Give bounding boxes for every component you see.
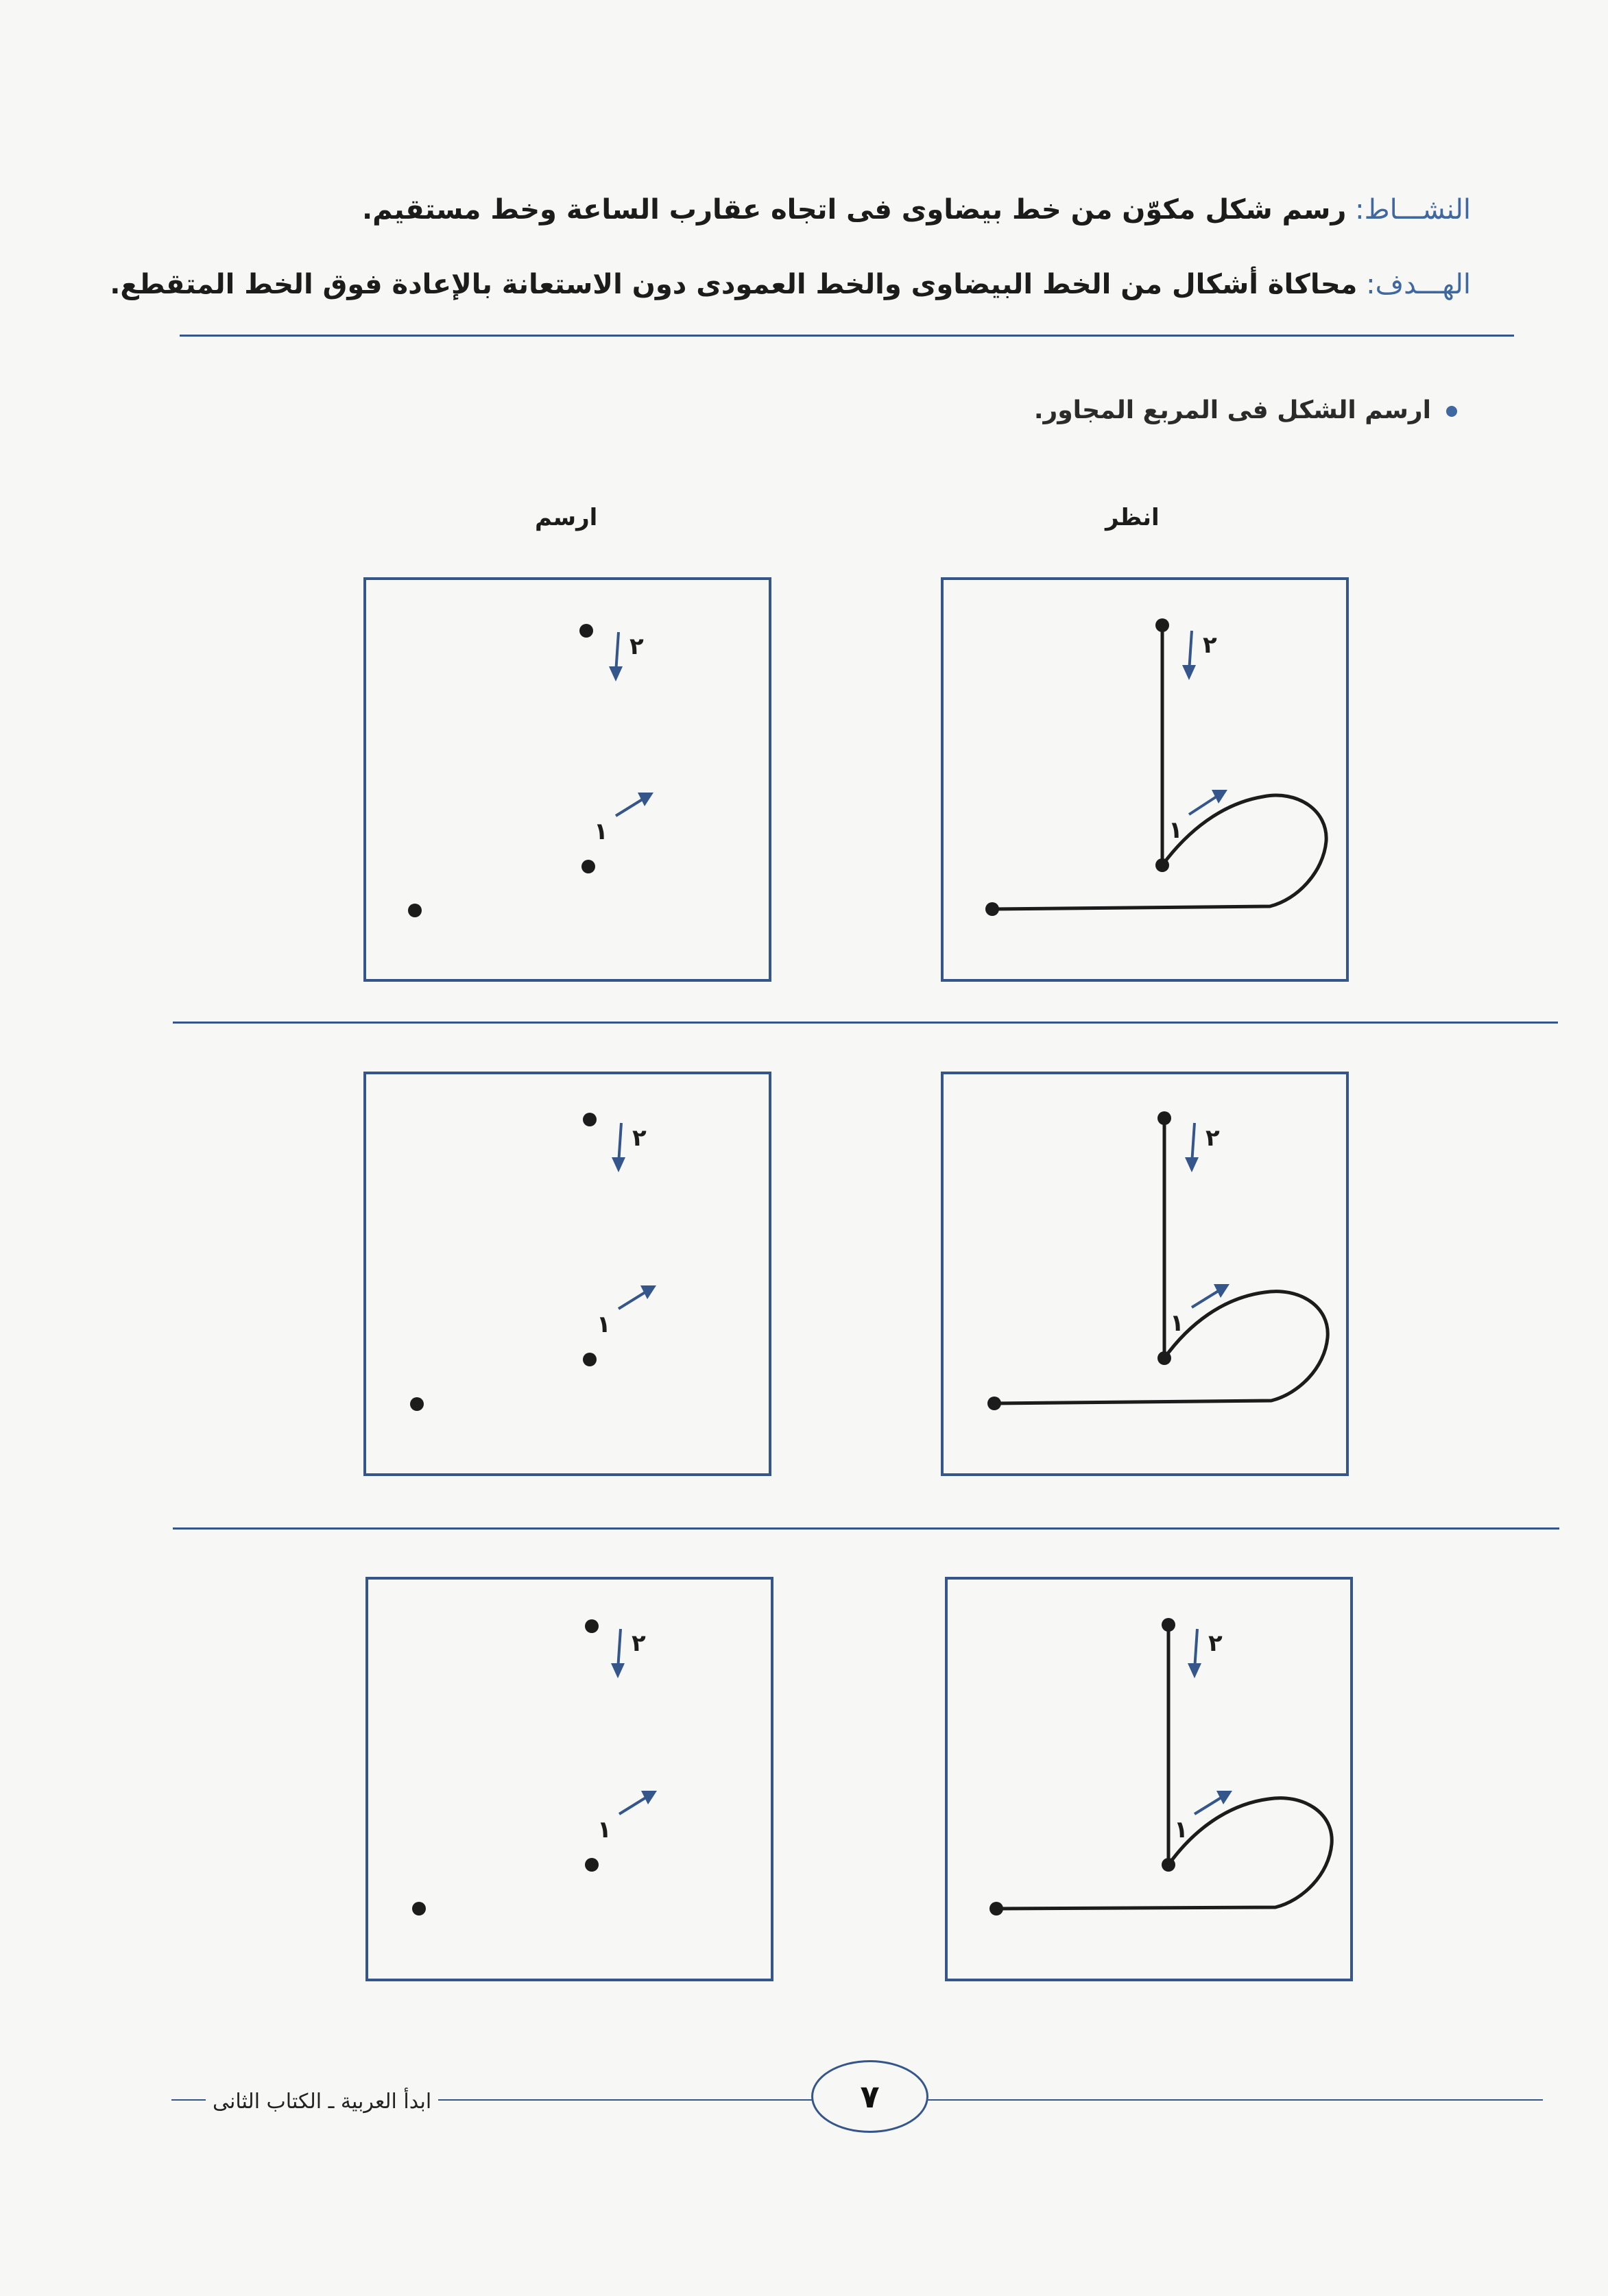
arrow-up-right-icon — [616, 793, 653, 816]
activity-label: النشـــاط: — [1355, 194, 1471, 226]
stroke-number-1: ١ — [594, 818, 608, 845]
stroke-number-2: ٢ — [629, 633, 644, 660]
box-border — [365, 1073, 770, 1475]
example-box-3 — [945, 1577, 1353, 1981]
start-dot-1 — [583, 1353, 597, 1366]
arrow-up-right-icon — [619, 1285, 656, 1309]
page-number: ٧ — [811, 2060, 928, 2133]
start-dot-2 — [585, 1619, 599, 1633]
activity-text: رسم شكل مكوّن من خط بيضاوى فى اتجاه عقارب الساعة وخط مستقيم. — [361, 194, 1347, 226]
stroke-number-1: ١ — [597, 1311, 611, 1338]
start-dot-1 — [581, 860, 595, 873]
end-dot — [989, 1902, 1003, 1916]
stroke-number-2: ٢ — [1208, 1630, 1223, 1657]
end-dot — [985, 902, 999, 916]
arrow-down-icon — [612, 1123, 625, 1172]
start-dot-2 — [579, 624, 593, 638]
box-border — [946, 1578, 1352, 1980]
stroke-number-2: ٢ — [1205, 1124, 1220, 1152]
arrow-up-right-icon — [619, 1791, 657, 1814]
instruction-text: ارسم الشكل فى المربع المجاور. — [1033, 396, 1431, 424]
row-divider-1 — [173, 1022, 1558, 1024]
arrow-down-icon — [1188, 1629, 1201, 1678]
loop-stroke — [996, 1798, 1332, 1909]
box-border — [942, 1073, 1347, 1475]
start-dot-1 — [1162, 1858, 1175, 1872]
book-title: ابدأ العربية ـ الكتاب الثانى — [206, 2090, 438, 2114]
stroke-number-2: ٢ — [1203, 631, 1217, 659]
end-dot — [408, 904, 422, 917]
start-dot-2 — [1155, 618, 1169, 632]
arrow-down-icon — [609, 632, 623, 681]
example-box-2 — [941, 1072, 1349, 1476]
loop-stroke — [994, 1292, 1328, 1403]
box-border — [365, 579, 770, 980]
practice-box-1[interactable] — [363, 577, 771, 982]
stroke-number-1: ١ — [1174, 1816, 1188, 1844]
goal-line — [110, 269, 1471, 300]
stroke-number-2: ٢ — [632, 1124, 647, 1152]
column-label-look: انظر — [1105, 504, 1160, 531]
arrow-down-icon — [611, 1629, 625, 1678]
loop-stroke — [992, 795, 1326, 909]
box-border — [367, 1578, 772, 1980]
column-label-draw: ارسم — [535, 504, 598, 531]
goal-label: الهـــدف: — [1366, 269, 1471, 300]
end-dot — [987, 1397, 1001, 1410]
end-dot — [412, 1902, 426, 1916]
start-dot-1 — [1157, 1351, 1171, 1365]
start-dot-1 — [585, 1858, 599, 1872]
bullet-icon — [1446, 406, 1457, 417]
header-divider — [180, 335, 1514, 337]
stroke-number-1: ١ — [597, 1816, 612, 1844]
example-box-1 — [941, 577, 1349, 982]
row-divider-2 — [173, 1527, 1559, 1530]
practice-box-3[interactable] — [365, 1577, 773, 1981]
box-border — [942, 579, 1347, 980]
start-dot-2 — [1162, 1618, 1175, 1632]
stroke-number-1: ١ — [1168, 817, 1183, 844]
goal-text: محاكاة أشكال من الخط البيضاوى والخط العمودى دون الاستعانة بالإعادة فوق الخط المتقطع. — [110, 269, 1358, 300]
arrow-down-icon — [1185, 1123, 1199, 1172]
practice-box-2[interactable] — [363, 1072, 771, 1476]
start-dot-2 — [583, 1113, 597, 1126]
end-dot — [410, 1397, 424, 1411]
start-dot-1 — [1155, 858, 1169, 872]
activity-line — [362, 194, 1471, 226]
arrow-down-icon — [1182, 631, 1196, 680]
start-dot-2 — [1157, 1111, 1171, 1125]
stroke-number-1: ١ — [1170, 1309, 1184, 1337]
instruction — [1034, 396, 1457, 424]
stroke-number-2: ٢ — [632, 1630, 646, 1657]
